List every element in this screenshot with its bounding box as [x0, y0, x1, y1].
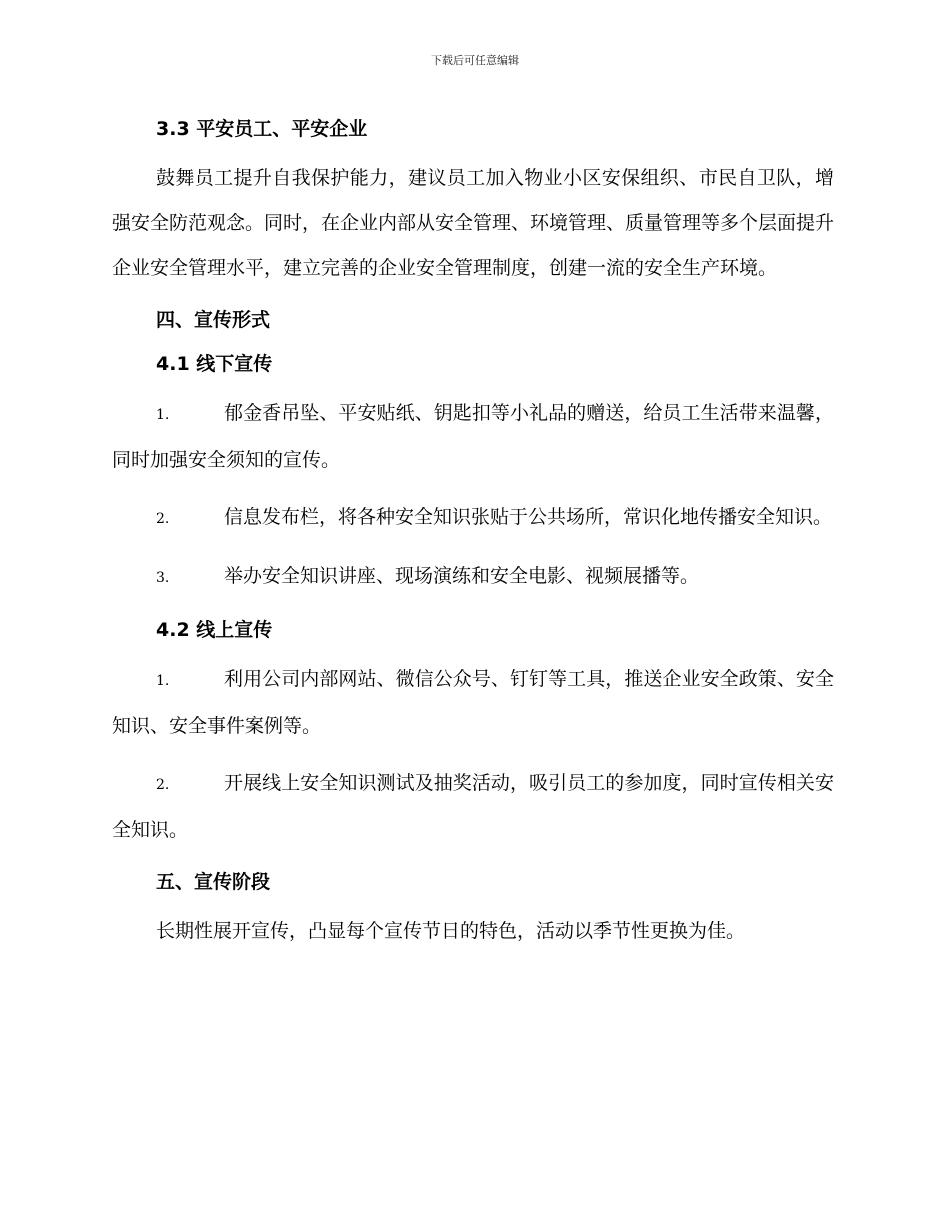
- header-note: 下载后可任意编辑: [431, 54, 519, 67]
- document-body: [112, 114, 834, 954]
- list-number: 1.: [156, 407, 170, 423]
- section-heading-4: 四、宣传形式: [156, 309, 271, 331]
- list-item: [112, 495, 834, 542]
- list-number: 3.: [156, 570, 170, 586]
- section-heading-3-3: 3.3 平安员工、平安企业: [156, 118, 368, 140]
- section-heading-4-2: 4.2 线上宣传: [156, 619, 273, 641]
- list-number: 2.: [156, 511, 170, 527]
- list-item-text: 信息发布栏，将各种安全知识张贴于公共场所，常识化地传播安全知识。: [224, 506, 833, 528]
- section-heading-5: 五、宣传阶段: [156, 871, 271, 893]
- list-item: [112, 391, 834, 483]
- list-item-text: 举办安全知识讲座、现场演练和安全电影、视频展播等。: [224, 565, 700, 587]
- section-paragraph-5: 长期性展开宣传，凸显每个宣传节日的特色，活动以季节性更换为佳。: [156, 920, 746, 942]
- list-item-text: 利用公司内部网站、微信公众号、钉钉等工具，推送企业安全政策、安全知识、安全事件案例等。: [112, 668, 834, 737]
- list-number: 2.: [156, 777, 170, 793]
- list-item: [112, 761, 834, 853]
- list-item-text: 开展线上安全知识测试及抽奖活动，吸引员工的参加度，同时宣传相关安全知识。: [112, 772, 834, 841]
- list-item-text: 郁金香吊坠、平安贴纸、钥匙扣等小礼品的赠送，给员工生活带来温馨，同时加强安全须知的宣传。: [112, 402, 834, 471]
- section-heading-4-1: 4.1 线下宣传: [156, 353, 273, 375]
- section-paragraph-3-3: 鼓舞员工提升自我保护能力，建议员工加入物业小区安保组织、市民自卫队，增强安全防范观念。同时，在企业内部从安全管理、环境管理、质量管理等多个层面提升企业安全管理水平，建立完善的企业安全管理制度，创建一流的安全生产环境。: [112, 167, 835, 279]
- list-number: 1.: [156, 673, 170, 689]
- list-item: [112, 657, 834, 749]
- list-item: [112, 554, 834, 601]
